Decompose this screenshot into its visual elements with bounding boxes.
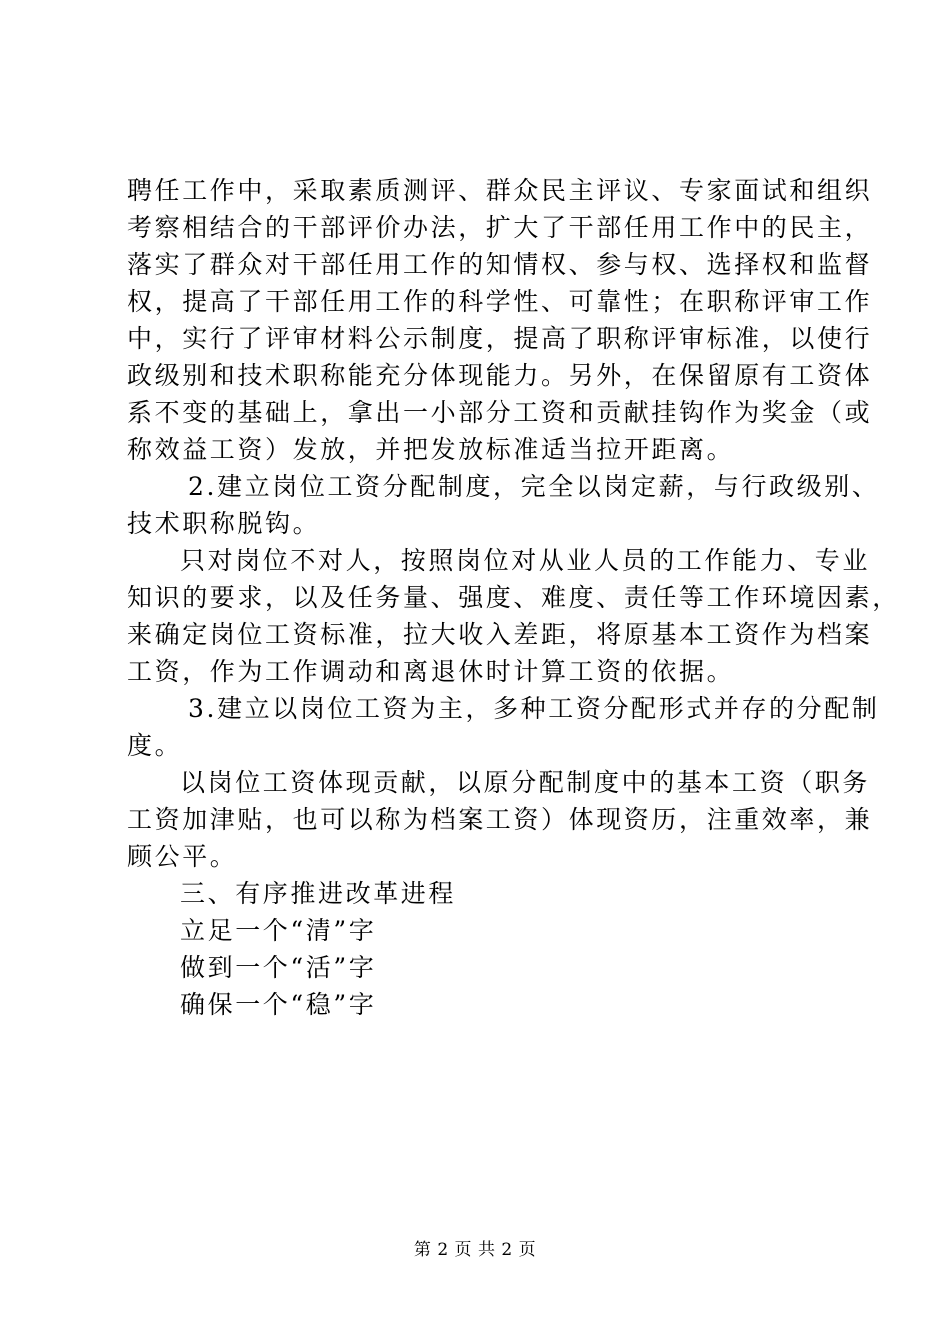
paragraph-line: 度。	[127, 731, 183, 760]
paragraph-line: 聘任工作中，采取素质测评、群众民主评议、专家面试和组织	[127, 176, 873, 205]
paragraph-line: 系不变的基础上，拿出一小部分工资和贡献挂钩作为奖金（或	[127, 398, 873, 427]
numbered-item-3: 3.建立以岗位工资为主，多种工资分配形式并存的分配制	[188, 694, 880, 723]
paragraph-line: 工资，作为工作调动和离退休时计算工资的依据。	[127, 657, 735, 686]
list-item: 确保一个“稳”字	[180, 990, 377, 1019]
paragraph-line: 知识的要求，以及任务量、强度、难度、责任等工作环境因素，	[127, 583, 900, 612]
paragraph-line: 政级别和技术职称能充分体现能力。另外，在保留原有工资体	[127, 361, 873, 390]
paragraph-line: 以岗位工资体现贡献，以原分配制度中的基本工资（职务	[180, 768, 871, 797]
paragraph-line: 技术职称脱钩。	[127, 509, 321, 538]
paragraph-line: 权，提高了干部任用工作的科学性、可靠性；在职称评审工作	[127, 287, 873, 316]
paragraph-line: 顾公平。	[127, 842, 238, 871]
paragraph-line: 只对岗位不对人，按照岗位对从业人员的工作能力、专业	[180, 546, 871, 575]
paragraph-line: 工资加津贴，也可以称为档案工资）体现资历，注重效率，兼	[127, 805, 873, 834]
paragraph-line: 中，实行了评审材料公示制度，提高了职称评审标准，以使行	[127, 324, 873, 353]
paragraph-line: 来确定岗位工资标准，拉大收入差距，将原基本工资作为档案	[127, 620, 873, 649]
list-item: 立足一个“清”字	[180, 916, 377, 945]
numbered-item-2: 2.建立岗位工资分配制度，完全以岗定薪，与行政级别、	[188, 472, 880, 501]
paragraph-line: 落实了群众对干部任用工作的知情权、参与权、选择权和监督	[127, 250, 873, 279]
paragraph-line: 考察相结合的干部评价办法，扩大了干部任用工作中的民主，	[127, 213, 873, 242]
page-number-footer: 第 2 页 共 2 页	[413, 1240, 537, 1260]
list-item: 做到一个“活”字	[180, 953, 377, 982]
section-heading: 三、有序推进改革进程	[180, 879, 457, 908]
paragraph-line: 称效益工资）发放，并把发放标准适当拉开距离。	[127, 435, 735, 464]
